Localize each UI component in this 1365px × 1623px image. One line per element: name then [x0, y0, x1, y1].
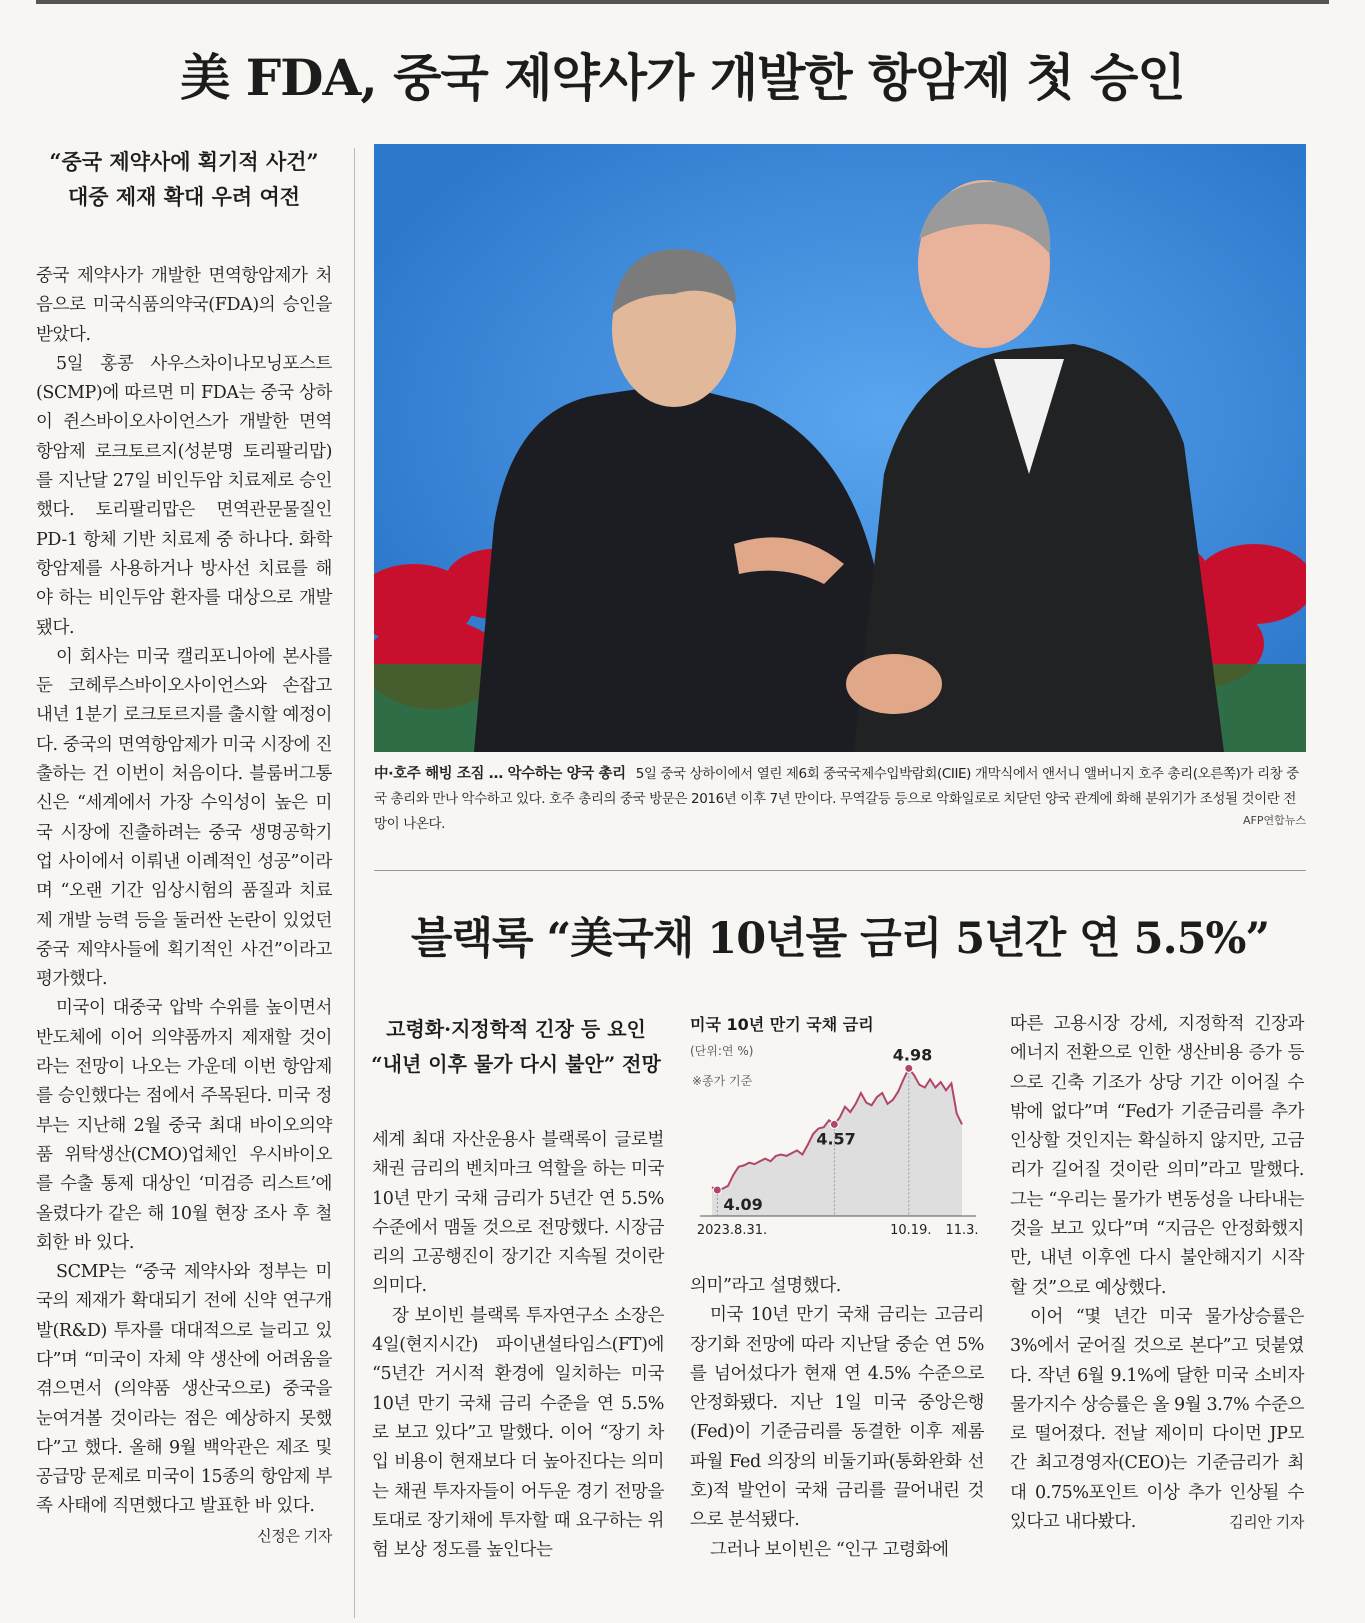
chart-point	[713, 1186, 721, 1194]
article2-column-3: 따른 고용시장 강세, 지정학적 긴장과 에너지 전환으로 인한 생산비용 증가 등으로 긴축 기조가 상당 기간 이어질 수밖에 없다”며 “Fed가 기준금리를 추가 인상할 것인지는 확실하지 않지만, 고금리가 길어질 것이란 의미”라고 말했다. 그는 “우리는 물가가 변동성을 나타내는 것을 보고 있다”며 “지금은 안정화했지만, 내년 이후엔 다시 불안해지기 시작할 것”으로 예상했다. 이어 “몇 년간 미국 물가상승률은 3%에서 굳어질 것으로 본다”고 덧붙였다. 작년 6월 9.1%에 달한 미국 소비자물가지수 상승률은 올 9월 3.7% 수준으로 떨어졌다. 전날 제이미 다이먼 JP모간 최고경영자(CEO)는 기준금리가 최대 0.75%포인트 이상 추가 인상될 수 있다고 내다봤다. 김리안 기자	[1010, 1010, 1304, 1537]
byline-2: 김리안 기자	[1229, 1513, 1304, 1532]
chart-unit: (단위:연 %)	[690, 1044, 754, 1058]
chart-data-label: 4.57	[816, 1129, 856, 1149]
chart-note: ※종가 기준	[692, 1074, 753, 1088]
top-rule	[36, 0, 1329, 4]
article2-column-1: 세계 최대 자산운용사 블랙록이 글로벌 채권 금리의 벤치마크 역할을 하는 미국 10년 만기 국채 금리가 5년간 연 5.5% 수준에서 맴돌 것으로 전망했다. 시장금리의 고공행진이 장기간 지속될 것이란 의미다. 장 보이빈 블랙록 투자연구소 소장은 4일(현지시간) 파이낸셜타임스(FT)에 “5년간 거시적 환경에 일치하는 미국 10년 만기 국채 금리 수준을 연 5.5%로 보고 있다”고 말했다. 이어 “장기 차입 비용이 현재보다 더 높아진다는 의미는 채권 투자자들이 어두운 경기 전망을 토대로 장기채에 투자할 때 요구하는 위험 보상 정도를 높인다는	[372, 1130, 664, 1561]
main-headline: 美 FDA, 중국 제약사가 개발한 항암제 첫 승인	[180, 48, 1185, 107]
photo-caption: 中·호주 해빙 조짐 … 악수하는 양국 총리 5일 중국 상하이에서 열린 제6회 중국국제수입박람회(CIIE) 개막식에서 앤서니 앨버니지 호주 총리(오른쪽)가 리창 중국 총리와 만나 악수하고 있다. 호주 총리의 중국 방문은 2016년 이후 7년 만이다. 무역갈등 등으로 악화일로로 치닫던 양국 관계에 화해 분위기가 조성될 것이란 전망이 나온다.	[374, 766, 1299, 832]
handshake-illustration	[374, 144, 1306, 752]
second-headline: 블랙록 “美국채 10년물 금리 5년간 연 5.5%”	[410, 914, 1270, 964]
photo-credit: AFP연합뉴스	[1243, 814, 1306, 827]
column-divider	[354, 148, 355, 1618]
chart-x-tick-label: 11.3.	[945, 1223, 979, 1238]
article1-body: 중국 제약사가 개발한 면역항암제가 처음으로 미국식품의약국(FDA)의 승인을 받았다. 5일 홍콩 사우스차이나모닝포스트(SCMP)에 따르면 미 FDA는 중국 상하이 쥔스바이오사이언스가 개발한 면역항암제 로크토르지(성분명 토리팔리맙)를 지난달 27일 비인두암 치료제로 승인했다. 토리팔리맙은 면역관문물질인 PD-1 항체 기반 치료제 중 하나다. 화학항암제를 사용하거나 방사선 치료를 해야 하는 비인두암 환자를 대상으로 개발됐다. 이 회사는 미국 캘리포니아에 본사를 둔 코헤루스바이오사이언스와 손잡고 내년 1분기 로크토르지를 출시할 예정이다. 중국의 면역항암제가 미국 시장에 진출하는 건 이번이 처음이다. 블룸버그통신은 “세계에서 가장 수익성이 높은 미국 시장에 진출하려는 중국 생명공학기업 사이에서 이뤄낸 이례적인 성공”이라며 “오랜 기간 임상시험의 품질과 치료제 개발 능력 등을 둘러싼 논란이 있었던 중국 제약사들에 획기적인 사건”이라고 평가했다. 미국이 대중국 압박 수위를 높이면서 반도체에 이어 의약품까지 제재할 것이라는 전망이 나오는 가운데 이번 항암제를 승인했다는 점에서 주목된다. 미국 정부는 지난해 2월 중국 최대 바이오의약품 위탁생산(CMO)업체인 우시바이오를 수출 통제 대상인 ‘미검증 리스트’에 올렸다가 같은 해 10월 현장 조사 후 철회한 바 있다. SCMP는 “중국 제약사와 정부는 미국의 제재가 확대되기 전에 신약 연구개발(R&D) 투자를 대대적으로 늘리고 있다”며 “미국이 자체 약 생산에 어려움을 겪으면서 (의약품 생산국으로) 중국을 눈여겨볼 것이라는 점은 예상하지 못했다”고 했다. 올해 9월 백악관은 제조 및 공급망 문제로 미국이 15종의 항암제 부족 사태에 직면했다고 발표한 바 있다. 신정은 기자	[36, 262, 332, 1551]
chart-point	[905, 1064, 913, 1072]
article1-subhead: “중국 제약사에 획기적 사건” 대중 제재 확대 우려 여전	[49, 149, 319, 209]
chart-x-tick-label: 10.19.	[890, 1223, 932, 1238]
chart-plot	[690, 1012, 986, 1252]
article2-subhead: 고령화·지정학적 긴장 등 요인 “내년 이후 물가 다시 불안” 전망	[371, 1017, 661, 1076]
article2-column-2: 의미”라고 설명했다. 미국 10년 만기 국채 금리는 고금리 장기화 전망에 따라 지난달 중순 연 5%를 넘어섰다가 현재 연 4.5% 수준으로 안정화됐다. 지난 1일 미국 중앙은행(Fed)이 기준금리를 동결한 이후 제롬 파월 Fed 의장의 비둘기파(통화완화 선호)적 발언이 국채 금리를 끌어내린 것으로 분석됐다. 그러나 보이빈은 “인구 고령화에	[690, 1276, 984, 1560]
byline-1: 신정은 기자	[257, 1526, 332, 1545]
chart-data-label: 4.98	[892, 1045, 933, 1065]
photo-caption-title: 中·호주 해빙 조짐 … 악수하는 양국 총리	[374, 766, 626, 782]
chart-title: 미국 10년 만기 국채 금리	[690, 1015, 874, 1034]
bond-yield-chart	[690, 1012, 986, 1252]
chart-point	[830, 1120, 838, 1128]
section-rule	[374, 870, 1306, 871]
chart-data-label: 4.09	[723, 1195, 763, 1215]
chart-x-tick-label: 2023.8.31.	[696, 1223, 768, 1238]
news-photo-handshake	[374, 144, 1306, 752]
